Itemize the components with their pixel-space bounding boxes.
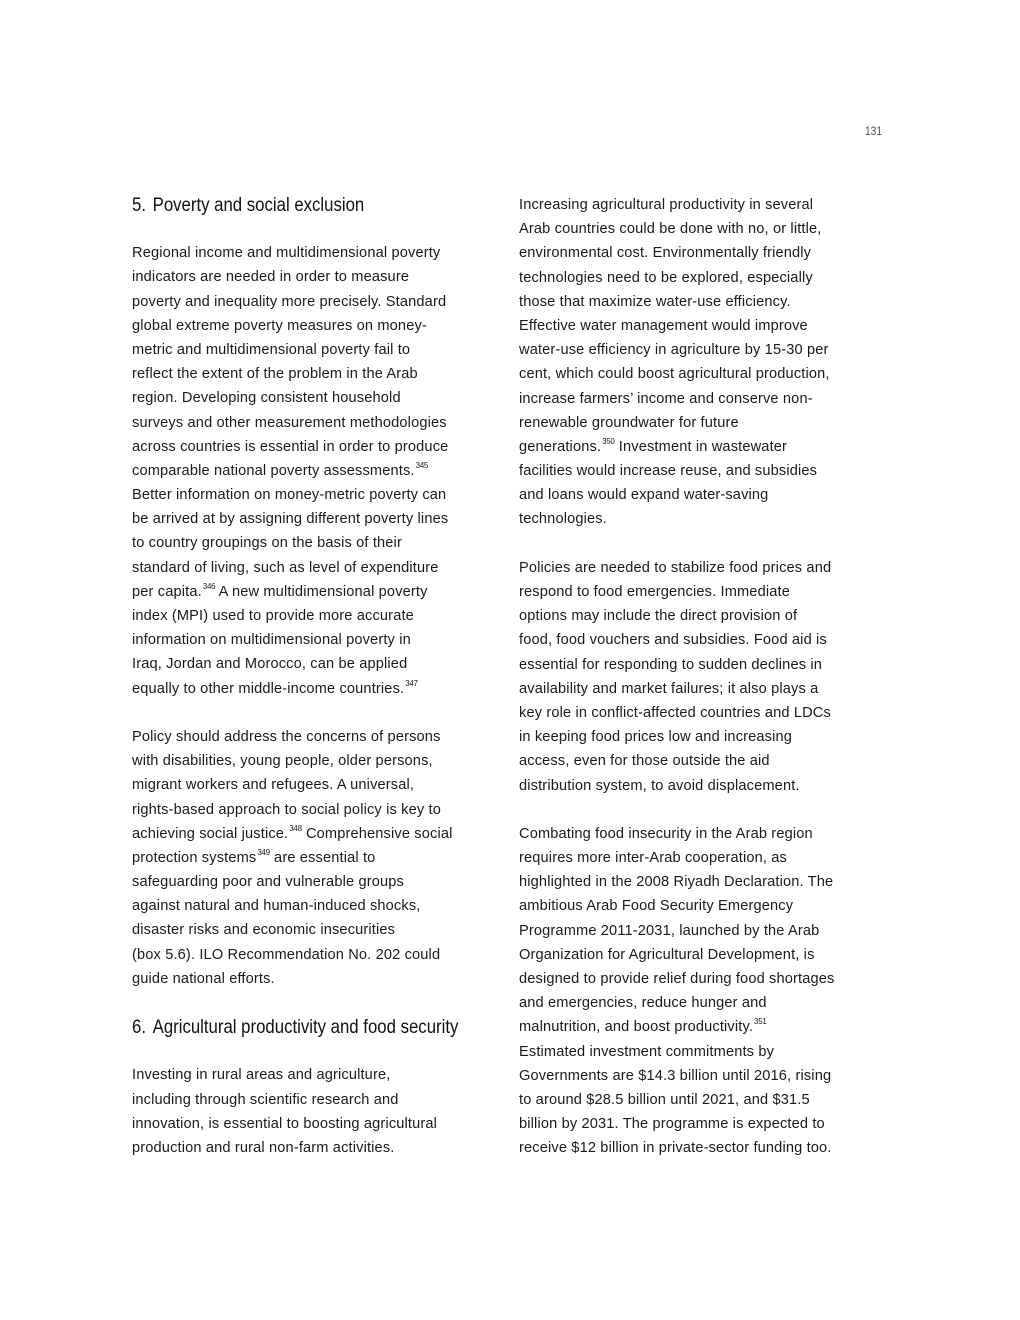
text-line: index (MPI) used to provide more accurate — [132, 608, 414, 624]
section-title: Poverty and social exclusion — [152, 194, 365, 216]
text-line: Governments are $14.3 billion until 2016, rising — [519, 1067, 832, 1084]
text-line: those that maximize water-use efficiency. — [519, 293, 791, 310]
text-line: Increasing agricultural productivity in several — [519, 197, 814, 213]
text-line: water-use efficiency in agriculture by 15-30 per — [519, 342, 829, 359]
text-span: protection systems — [132, 849, 257, 866]
text-line: Organization for Agricultural Development, is — [519, 946, 815, 963]
text-line: ambitious Arab Food Security Emergency — [519, 898, 794, 915]
text-line: Policy should address the concerns of persons — [132, 728, 441, 745]
text-line: innovation, is essential to boosting agricultural — [132, 1115, 438, 1132]
text-line: technologies. — [519, 511, 607, 528]
text-line: Effective water management would improve — [519, 317, 808, 334]
text-line — [132, 580, 504, 604]
text-line: against natural and human-induced shocks, — [132, 898, 421, 915]
text-line: technologies need to be explored, especially — [519, 269, 813, 286]
text-line — [132, 846, 504, 870]
footnote-ref-347[interactable]: 347 — [405, 678, 418, 688]
footnote-ref-350[interactable]: 350 — [602, 436, 615, 446]
text-line — [519, 1015, 891, 1039]
text-line: renewable groundwater for future — [519, 414, 739, 431]
section-heading-agriculture — [132, 1015, 459, 1039]
text-line: key role in conflict-affected countries and LDCs — [519, 704, 831, 721]
text-line: Estimated investment commitments by — [519, 1043, 775, 1060]
text-line: poverty and inequality more precisely. Standard — [132, 293, 447, 310]
text-span: equally to other middle-income countries. — [132, 680, 405, 697]
text-line: surveys and other measurement methodologies — [132, 414, 447, 431]
footnote-ref-351[interactable]: 351 — [754, 1017, 767, 1027]
section-number: 6. — [132, 1016, 146, 1039]
text-line: designed to provide relief during food shortages — [519, 971, 835, 987]
footnote-ref-349[interactable]: 349 — [257, 847, 270, 857]
text-span: comparable national poverty assessments. — [132, 462, 415, 479]
text-line: rights-based approach to social policy is key to — [132, 801, 441, 818]
text-line: and emergencies, reduce hunger and — [519, 995, 767, 1012]
section-title: Agricultural productivity and food security — [152, 1016, 459, 1039]
text-line: across countries is essential in order to produce — [132, 438, 449, 455]
text-line: distribution system, to avoid displacement. — [519, 777, 800, 794]
text-line: with disabilities, young people, older persons, — [132, 753, 433, 770]
text-line: disaster risks and economic insecurities — [132, 922, 396, 939]
text-line: standard of living, such as level of expenditure — [132, 559, 439, 576]
footnote-ref-346[interactable]: 346 — [202, 581, 216, 591]
footnote-ref-348[interactable]: 348 — [289, 823, 302, 833]
text-line: metric and multidimensional poverty fail to — [132, 341, 411, 358]
text-line — [519, 435, 891, 459]
text-line: availability and market failures; it also plays a — [519, 680, 819, 697]
text-line: Investing in rural areas and agriculture, — [132, 1067, 391, 1084]
text-span: A new multidimensional poverty — [218, 583, 428, 600]
text-span: achieving social justice. — [132, 825, 289, 842]
paragraph-rural-investment — [132, 1063, 504, 1160]
text-line: information on multidimensional poverty in — [132, 632, 411, 649]
right-column — [519, 193, 891, 1185]
text-line: requires more inter-Arab cooperation, as — [519, 850, 788, 867]
paragraph-food-prices — [519, 556, 891, 798]
text-line: receive $12 billion in private-sector funding too. — [519, 1140, 832, 1157]
text-line: Regional income and multidimensional poverty — [132, 245, 441, 262]
text-line: including through scientific research and — [132, 1091, 399, 1108]
text-line: essential for responding to sudden declines in — [519, 656, 823, 673]
text-line: be arrived at by assigning different poverty lines — [132, 511, 449, 528]
section-heading-poverty — [132, 193, 452, 217]
text-span: are essential to — [274, 849, 376, 866]
text-line: to around $28.5 billion until 2021, and $31.5 — [519, 1091, 810, 1108]
text-line — [132, 822, 504, 846]
text-line: safeguarding poor and vulnerable groups — [132, 874, 404, 891]
text-line: reflect the extent of the problem in the Arab — [132, 366, 418, 383]
text-line: food, food vouchers and subsidies. Food aid is — [519, 632, 827, 649]
text-line: guide national efforts. — [132, 970, 275, 987]
text-line: to country groupings on the basis of their — [132, 535, 402, 552]
text-line: region. Developing consistent household — [132, 390, 401, 407]
text-line: increase farmers’ income and conserve non- — [519, 390, 813, 407]
text-line: indicators are needed in order to measure — [132, 269, 410, 286]
left-column — [132, 193, 504, 1184]
text-line: facilities would increase reuse, and subsidies — [519, 463, 818, 480]
text-span: generations. — [519, 438, 602, 455]
text-line: highlighted in the 2008 Riyadh Declaration. The — [519, 874, 834, 891]
text-line: migrant workers and refugees. A universal, — [132, 777, 415, 794]
text-line: in keeping food prices low and increasing — [519, 729, 793, 746]
paragraph-agricultural-productivity — [519, 193, 891, 532]
text-span: Investment in wastewater — [618, 438, 788, 455]
text-line: billion by 2031. The programme is expected to — [519, 1116, 825, 1133]
text-line: Better information on money-metric poverty can — [132, 487, 447, 504]
paragraph-food-security-cooperation — [519, 822, 891, 1161]
paragraph-poverty-indicators — [132, 241, 504, 701]
text-line: options may include the direct provision of — [519, 608, 798, 625]
section-number: 5. — [132, 194, 146, 216]
text-line: respond to food emergencies. Immediate — [519, 584, 790, 600]
text-line: (box 5.6). ILO Recommendation No. 202 could — [132, 946, 441, 963]
text-line: global extreme poverty measures on money- — [132, 317, 427, 334]
text-line: Iraq, Jordan and Morocco, can be applied — [132, 656, 408, 673]
text-line: environmental cost. Environmentally friendly — [519, 245, 812, 262]
text-line: Combating food insecurity in the Arab region — [519, 825, 813, 842]
text-line: access, even for those outside the aid — [519, 753, 770, 770]
text-line: cent, which could boost agricultural production, — [519, 366, 830, 383]
text-span: malnutrition, and boost productivity. — [519, 1019, 754, 1036]
text-line: Policies are needed to stabilize food prices and — [519, 559, 832, 576]
paragraph-social-policy — [132, 725, 504, 991]
text-line: and loans would expand water-saving — [519, 487, 769, 504]
text-line: Programme 2011-2031, launched by the Arab — [519, 922, 820, 939]
footnote-ref-345[interactable]: 345 — [415, 460, 429, 470]
text-span: per capita. — [132, 583, 202, 600]
page-number: 131 — [864, 124, 882, 138]
text-span: Comprehensive social — [305, 825, 453, 842]
text-line: production and rural non-farm activities. — [132, 1139, 395, 1156]
text-line — [132, 459, 504, 483]
text-line — [132, 677, 504, 701]
text-line: Arab countries could be done with no, or little, — [519, 221, 822, 238]
